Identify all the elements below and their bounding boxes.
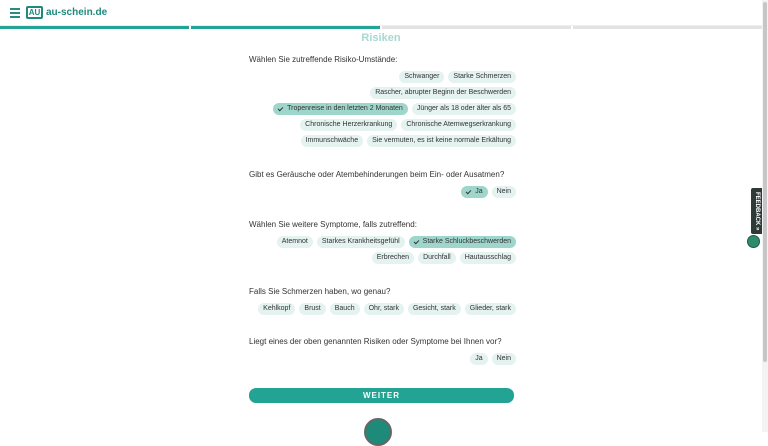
- progress-step: [0, 26, 189, 29]
- option-chip[interactable]: [448, 71, 516, 83]
- option-chip[interactable]: [460, 252, 516, 264]
- option-label: Schwanger: [404, 73, 440, 80]
- top-bar: [0, 0, 762, 26]
- feedback-tab[interactable]: FEEDBACK »: [751, 188, 762, 234]
- option-label: Kehlkopf: [263, 305, 291, 312]
- option-chip[interactable]: [401, 119, 516, 131]
- option-chip[interactable]: [258, 303, 295, 315]
- logo-text[interactable]: au-schein.de: [46, 7, 108, 18]
- option-chip[interactable]: [470, 353, 487, 365]
- continue-button[interactable]: WEITER: [249, 388, 514, 403]
- logo-icon[interactable]: AU: [26, 6, 43, 19]
- option-label: Rascher, abrupter Beginn der Beschwerden: [375, 89, 511, 96]
- option-chip[interactable]: [301, 135, 364, 147]
- option-row: [301, 135, 516, 147]
- option-row: [277, 236, 516, 248]
- option-chip[interactable]: [412, 103, 516, 115]
- option-chip[interactable]: [277, 236, 313, 248]
- option-chip[interactable]: [330, 303, 360, 315]
- question-text: Gibt es Geräusche oder Atembehinderungen beim Ein- oder Ausatmen?: [249, 170, 505, 179]
- scrollbar-thumb[interactable]: [763, 2, 767, 362]
- scrollbar[interactable]: [762, 0, 768, 432]
- option-chip[interactable]: [465, 303, 516, 315]
- option-label: Sie vermuten, es ist keine normale Erkältung: [372, 137, 511, 144]
- option-row: [399, 71, 516, 83]
- question-text: Wählen Sie zutreffende Risiko-Umstände:: [249, 55, 398, 64]
- checkmark-icon: [466, 188, 472, 194]
- option-label: Durchfall: [423, 254, 451, 261]
- option-chip[interactable]: [372, 252, 414, 264]
- option-chip[interactable]: [492, 186, 516, 198]
- progress-step: [382, 26, 571, 29]
- option-label: Atemnot: [281, 238, 308, 245]
- checkmark-icon: [278, 105, 284, 111]
- option-label: Tropenreise in den letzten 2 Monaten: [287, 105, 403, 112]
- option-label: Ja: [475, 355, 483, 362]
- feedback-avatar-icon[interactable]: [747, 235, 760, 248]
- option-chip[interactable]: [399, 71, 444, 83]
- option-chip[interactable]: [418, 252, 456, 264]
- page-title: Risiken: [361, 32, 401, 44]
- option-chip[interactable]: [299, 303, 325, 315]
- option-row: [461, 186, 516, 198]
- option-chip[interactable]: [364, 303, 404, 315]
- option-label: Bauch: [334, 305, 355, 312]
- checkmark-icon: [413, 238, 419, 244]
- trust-badge-icon: [364, 418, 392, 446]
- option-label: Starke Schmerzen: [453, 73, 511, 80]
- option-label: Ja: [475, 188, 483, 195]
- option-row: [258, 303, 516, 315]
- option-label: Ohr, stark: [368, 305, 399, 312]
- option-chip[interactable]: [367, 135, 516, 147]
- option-row: [372, 252, 516, 264]
- question-text: Falls Sie Schmerzen haben, wo genau?: [249, 287, 391, 296]
- option-row: [470, 353, 516, 365]
- option-label: Immunschwäche: [305, 137, 359, 144]
- option-label: Jünger als 18 oder älter als 65: [416, 105, 511, 112]
- progress-step: [191, 26, 380, 29]
- option-label: Chronische Atemwegserkrankung: [406, 121, 511, 128]
- option-row: [370, 87, 516, 99]
- option-row: [300, 119, 516, 131]
- progress-bar: [0, 26, 762, 29]
- option-label: Erbrechen: [376, 254, 410, 261]
- option-label: Starke Schluckbeschwerden: [422, 238, 511, 245]
- option-label: Brust: [304, 305, 321, 312]
- option-label: Chronische Herzerkrankung: [305, 121, 393, 128]
- option-chip[interactable]: [408, 303, 461, 315]
- option-chip[interactable]: [317, 236, 405, 248]
- option-chip[interactable]: [461, 186, 487, 198]
- option-label: Starkes Krankheitsgefühl: [321, 238, 400, 245]
- option-label: Nein: [496, 355, 511, 362]
- progress-step: [573, 26, 762, 29]
- option-chip[interactable]: [370, 87, 516, 99]
- option-chip[interactable]: [300, 119, 397, 131]
- menu-icon[interactable]: [10, 8, 20, 17]
- option-chip[interactable]: [492, 353, 516, 365]
- option-chip[interactable]: [409, 236, 516, 248]
- option-label: Nein: [496, 188, 511, 195]
- question-text: Liegt eines der oben genannten Risiken oder Symptome bei Ihnen vor?: [249, 337, 502, 346]
- option-chip[interactable]: [273, 103, 408, 115]
- question-text: Wählen Sie weitere Symptome, falls zutreffend:: [249, 220, 417, 229]
- option-label: Gesicht, stark: [412, 305, 456, 312]
- option-row: [273, 103, 516, 115]
- option-label: Hautausschlag: [464, 254, 511, 261]
- option-label: Glieder, stark: [469, 305, 511, 312]
